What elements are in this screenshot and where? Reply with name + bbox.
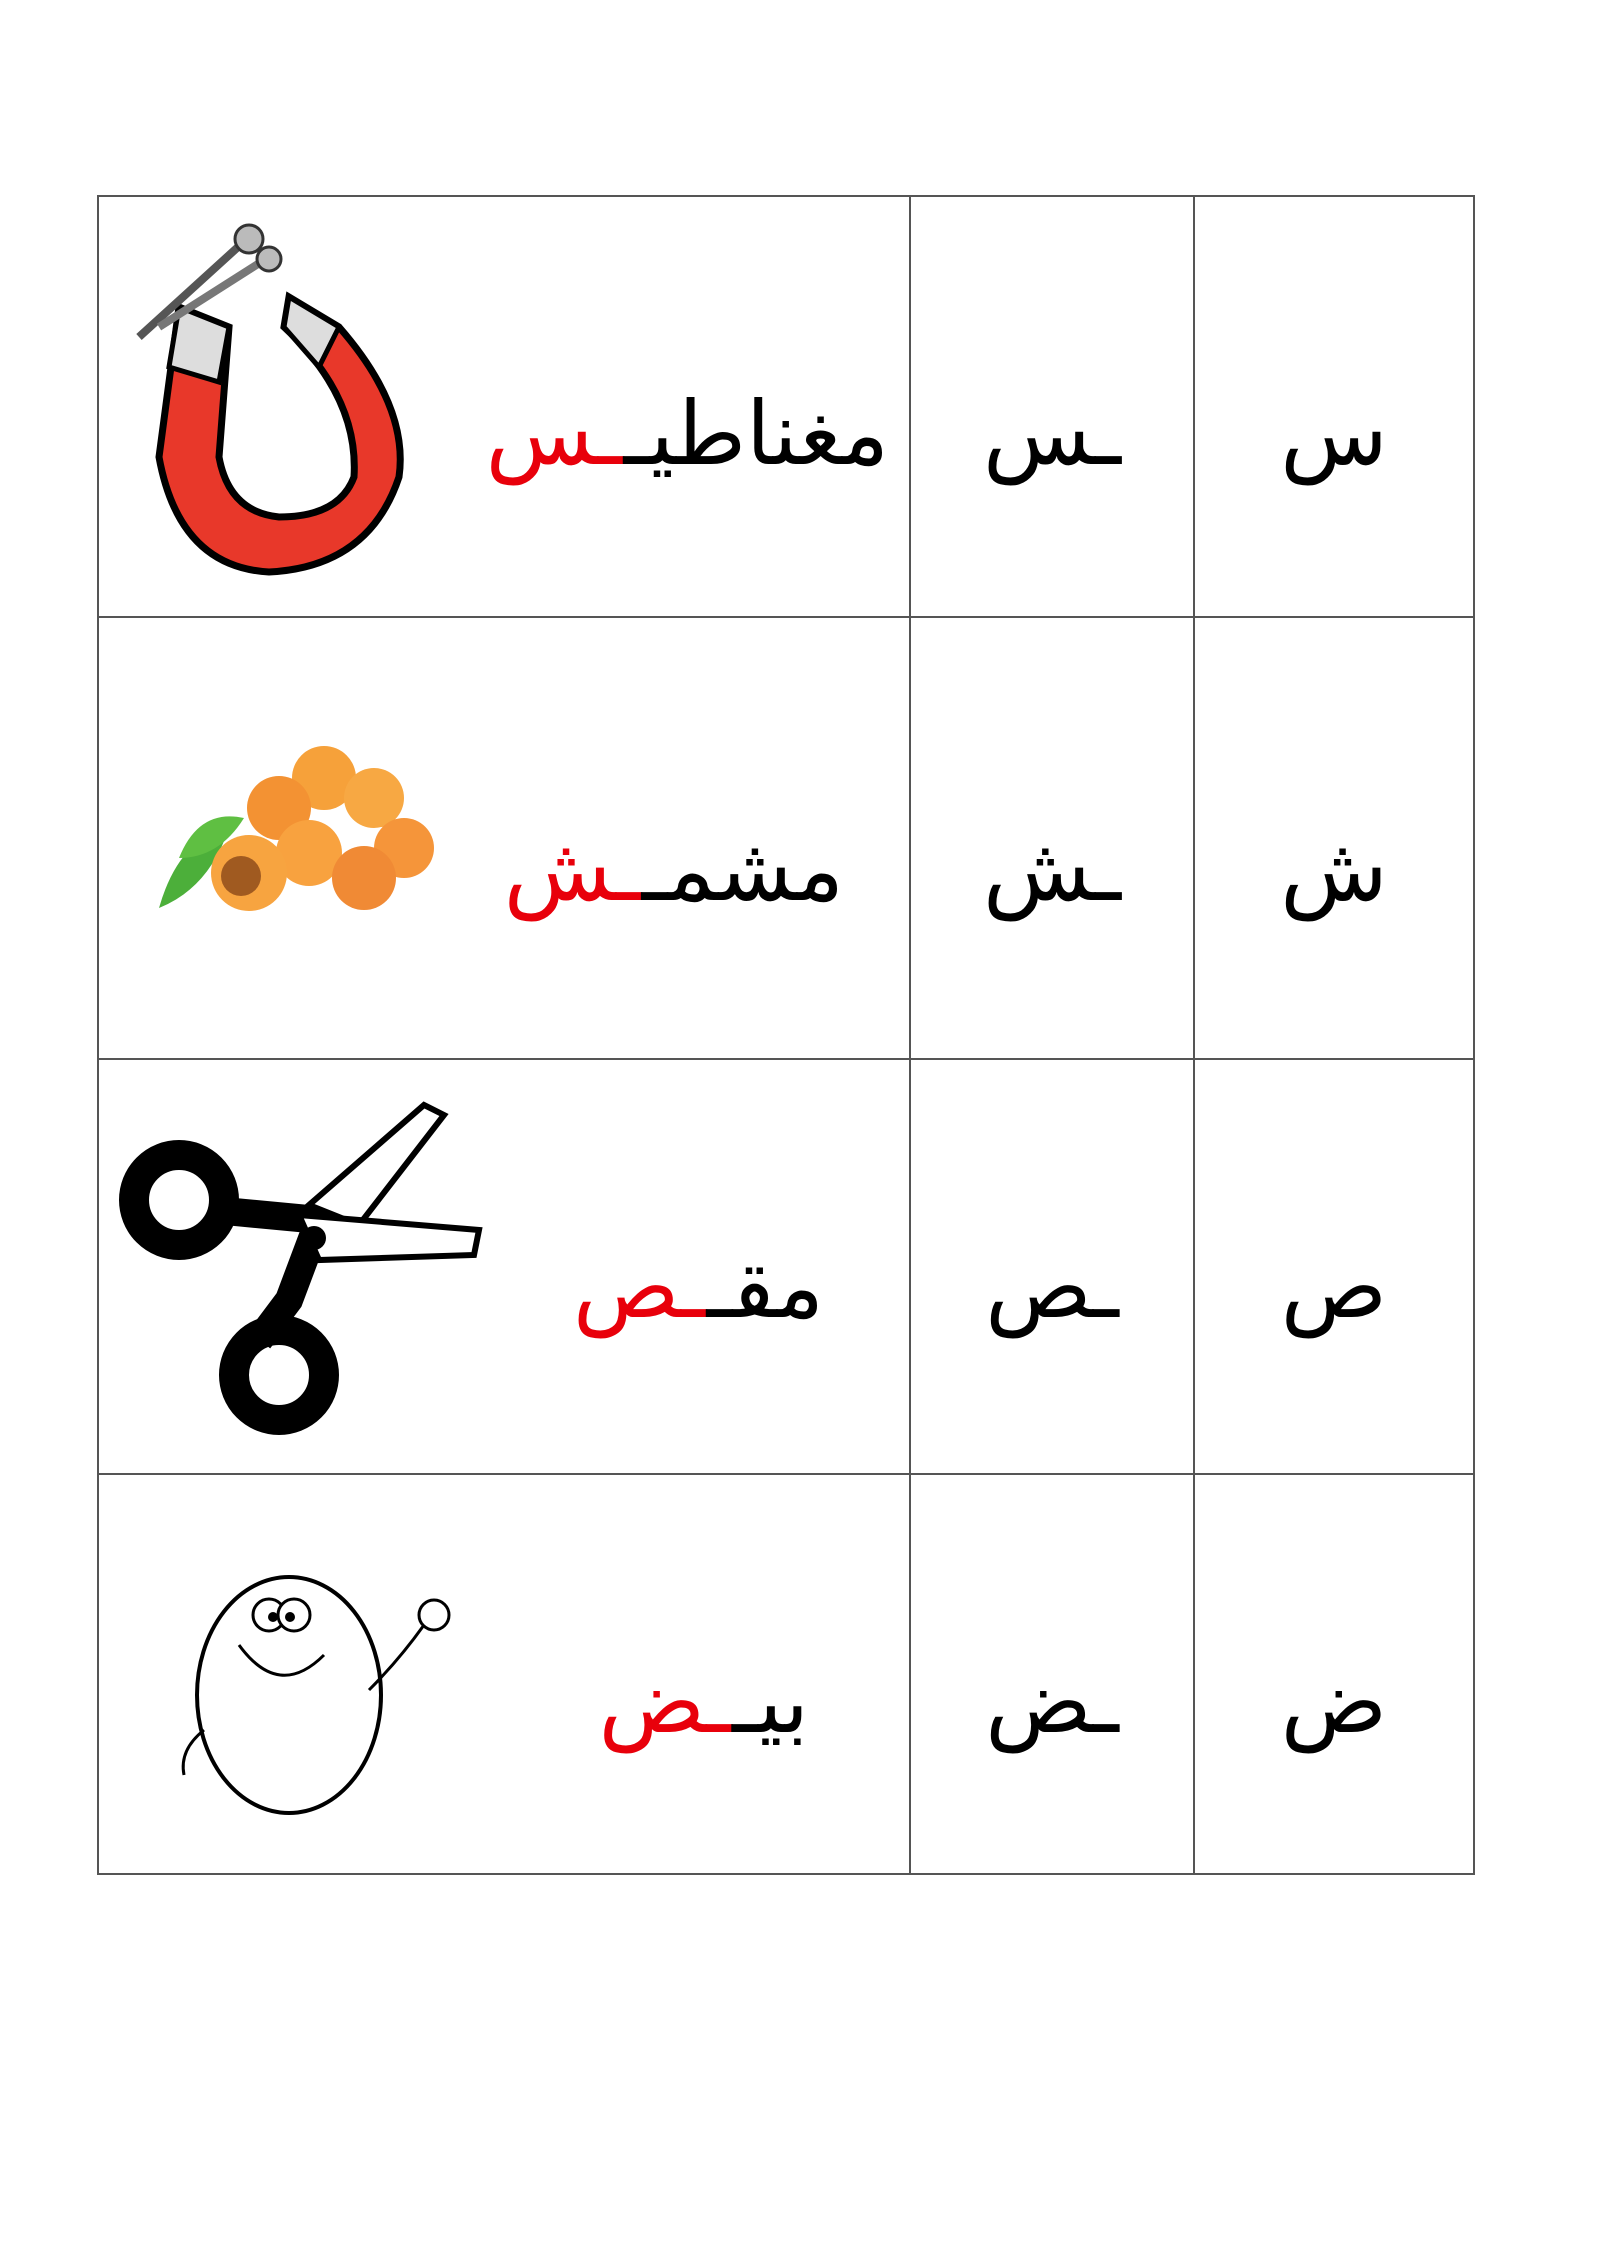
medial-letter: ـض	[985, 1650, 1119, 1753]
isolated-letter: ض	[1280, 1650, 1388, 1753]
magnet-icon	[119, 217, 429, 577]
medial-cell	[910, 617, 1194, 1059]
medial-letter: ـس	[983, 382, 1121, 485]
table-row	[98, 1059, 1474, 1474]
word-prefix: مقـ	[706, 1235, 824, 1338]
table-row	[98, 196, 1474, 617]
word-cell	[98, 1474, 910, 1874]
letters-table	[97, 195, 1475, 1875]
isolated-cell	[1194, 1059, 1474, 1474]
medial-letter: ـص	[985, 1235, 1119, 1338]
medial-cell	[910, 1059, 1194, 1474]
isolated-letter: ش	[1280, 818, 1388, 921]
medial-cell	[910, 196, 1194, 617]
word-prefix: بيـ	[732, 1650, 809, 1753]
medial-cell	[910, 1474, 1194, 1874]
word-magnet	[486, 382, 889, 485]
word-highlight: ـض	[598, 1650, 733, 1753]
table-row	[98, 1474, 1474, 1874]
word-highlight: ـش	[503, 818, 642, 921]
isolated-cell	[1194, 196, 1474, 617]
word-scissors	[573, 1235, 824, 1338]
isolated-letter: س	[1280, 382, 1388, 485]
word-highlight: ـس	[485, 382, 624, 485]
word-prefix: مشمـ	[641, 818, 844, 921]
word-cell	[98, 617, 910, 1059]
table-row	[98, 617, 1474, 1059]
isolated-cell	[1194, 617, 1474, 1059]
medial-letter: ـش	[983, 818, 1121, 921]
isolated-cell	[1194, 1474, 1474, 1874]
word-eggs	[599, 1650, 809, 1753]
word-apricot	[504, 818, 844, 921]
word-highlight: ـص	[572, 1235, 707, 1338]
scissors-icon	[119, 1100, 499, 1450]
apricots-icon	[149, 728, 459, 948]
isolated-letter: ص	[1280, 1235, 1388, 1338]
word-cell	[98, 196, 910, 617]
word-cell	[98, 1059, 910, 1474]
egg-character-icon	[159, 1550, 479, 1820]
word-prefix: مغناطيـ	[623, 382, 889, 485]
